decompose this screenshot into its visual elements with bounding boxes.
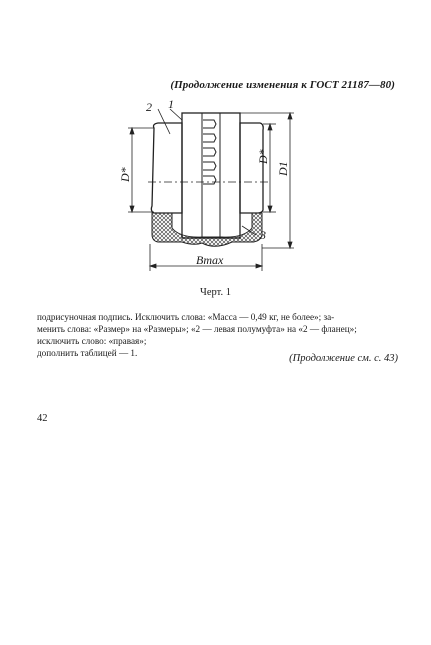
text-line: дополнить таблицей — 1. <box>37 348 138 358</box>
continued-note: (Продолжение см. с. 43) <box>289 353 398 364</box>
text-line: подрисуночная подпись. Исключить слова: «Масса — 0,49 кг, не более»; за- <box>37 312 335 322</box>
label-part-1: 1 <box>168 97 174 111</box>
label-dimension-d1: D1 <box>276 161 290 176</box>
label-part-3: 3 <box>260 228 266 242</box>
text-line: исключить слово: «правая»; <box>37 336 147 346</box>
text-line: менить слова: «Размер» на «Размеры»; «2 — левая полумуфта» на «2 — фланец»; <box>37 324 357 334</box>
right-flange-outline <box>240 123 263 213</box>
coupling-drawing-svg <box>120 98 300 278</box>
label-dimension-d-right: D* <box>256 149 270 164</box>
amendment-text <box>37 311 399 359</box>
figure-caption: Черт. 1 <box>200 287 231 298</box>
gear-teeth <box>203 120 216 184</box>
left-flange-outline <box>151 123 182 213</box>
page-header: (Продолжение изменения к ГОСТ 21187—80) <box>170 79 395 91</box>
label-part-2: 2 <box>146 100 152 114</box>
leader-line-2 <box>158 109 170 134</box>
dimension-d1 <box>240 113 294 248</box>
label-dimension-b-max: Bmax <box>196 253 224 267</box>
technical-drawing <box>120 98 300 278</box>
elastic-element-hatch <box>152 213 262 246</box>
dimension-d-right <box>263 124 276 212</box>
page-number: 42 <box>37 413 48 424</box>
label-dimension-d-left: D* <box>118 167 132 182</box>
